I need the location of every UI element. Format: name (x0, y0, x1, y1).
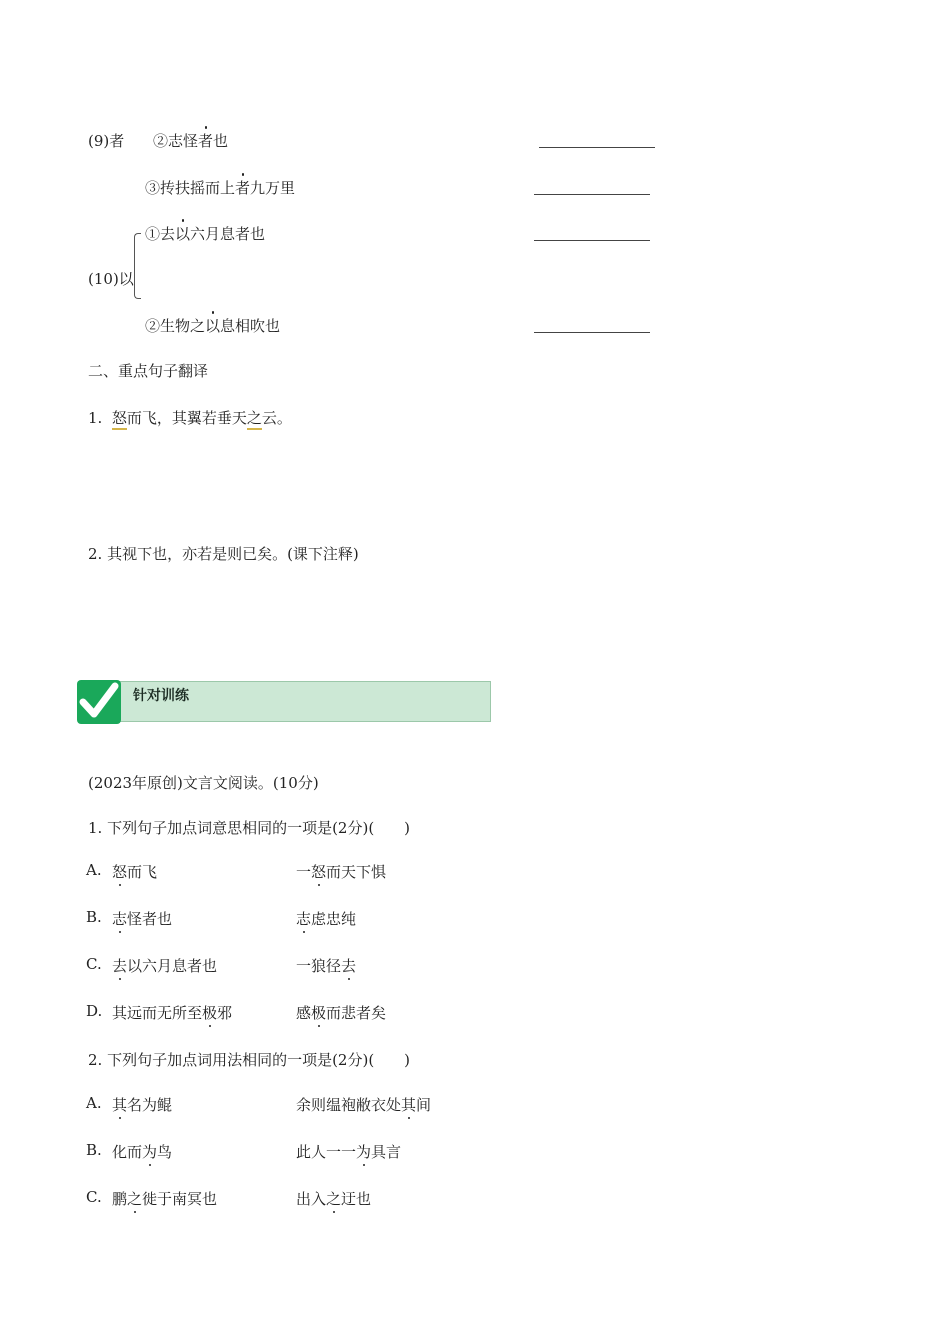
text: 出入 (296, 1190, 327, 1208)
dotted-char: 去 (112, 957, 128, 975)
text: 而悲者矣 (326, 1004, 387, 1022)
text: ②生物之 (145, 317, 206, 335)
item-9-label: (9)者 (88, 132, 125, 150)
text: 余则缊袍敝衣处 (296, 1096, 402, 1114)
text: 感 (296, 1004, 312, 1022)
text: 息相吹也 (220, 317, 281, 335)
question-number: 1. (88, 409, 103, 427)
text: 九万里 (250, 179, 296, 197)
option-letter[interactable]: A. (86, 861, 102, 879)
answer-blank[interactable] (534, 332, 650, 333)
text: 六月息者也 (190, 225, 266, 243)
option-letter[interactable]: A. (86, 1094, 102, 1112)
option-right-sentence (296, 1002, 386, 1023)
text: ①去 (145, 225, 176, 243)
check-icon (77, 680, 121, 724)
dotted-char: 极 (202, 1004, 218, 1022)
option-right-sentence (296, 955, 356, 976)
option-right-sentence (296, 1141, 401, 1162)
text: 而飞 (127, 863, 158, 881)
dotted-char: 之 (326, 1190, 342, 1208)
text: 而飞，其翼若垂天 (126, 409, 247, 427)
marked-char: 怒 (111, 409, 127, 427)
dotted-char: 去 (341, 957, 357, 975)
text: 虑忠纯 (311, 910, 357, 928)
dotted-char: 为 (356, 1143, 372, 1161)
text: 一 (296, 863, 312, 881)
text: 以六月息者也 (127, 957, 218, 975)
option-right-sentence (296, 908, 356, 929)
text: ③抟扶摇而上 (145, 179, 236, 197)
text: 也 (213, 132, 229, 150)
answer-blank[interactable] (534, 240, 650, 241)
answer-blank[interactable] (534, 194, 650, 195)
option-right-sentence (296, 1094, 431, 1115)
dotted-char: 者 (198, 132, 214, 150)
item-10-sentence-2 (145, 315, 280, 336)
text: 间 (416, 1096, 432, 1114)
option-letter[interactable]: B. (86, 1141, 102, 1159)
text: 云。 (261, 409, 292, 427)
option-right-sentence (296, 1188, 371, 1209)
option-letter[interactable]: B. (86, 908, 102, 926)
question-2: 2. 下列句子加点词用法相同的一项是(2分)( ) (88, 1051, 411, 1069)
text: 怪者也 (127, 910, 173, 928)
option-left-sentence (112, 908, 172, 929)
item-9-sentence-3 (145, 177, 295, 198)
option-letter[interactable]: C. (86, 955, 102, 973)
dotted-char: 志 (296, 910, 312, 928)
text: 名为鲲 (127, 1096, 173, 1114)
section-heading: 二、重点句子翻译 (88, 362, 209, 380)
dotted-char: 其 (401, 1096, 417, 1114)
option-letter[interactable]: D. (86, 1002, 103, 1020)
option-left-sentence (112, 1002, 232, 1023)
dotted-char: 之 (127, 1190, 143, 1208)
dotted-char: 以 (205, 317, 221, 335)
item-10-label: (10)以 (88, 270, 134, 288)
dotted-char: 志 (112, 910, 128, 928)
option-left-sentence (112, 955, 217, 976)
text: 化而 (112, 1143, 143, 1161)
dotted-char: 怒 (112, 863, 128, 881)
translation-q1 (88, 407, 292, 428)
text: ②志怪 (153, 132, 199, 150)
item-9-sentence-2 (153, 130, 228, 151)
text: 而天下惧 (326, 863, 387, 881)
text: 邪 (217, 1004, 233, 1022)
option-letter[interactable]: C. (86, 1188, 102, 1206)
text: 鹏 (112, 1190, 128, 1208)
dotted-char: 其 (112, 1096, 128, 1114)
text: 此人一一 (296, 1143, 357, 1161)
item-10-sentence-1 (145, 223, 265, 244)
text: 徙于南冥也 (142, 1190, 218, 1208)
option-left-sentence (112, 1188, 217, 1209)
text: 一狼径 (296, 957, 342, 975)
dotted-char: 者 (235, 179, 251, 197)
option-left-sentence (112, 861, 157, 882)
dotted-char: 以 (175, 225, 191, 243)
translation-q2: 2. 其视下也，亦若是则已矣。(课下注释) (88, 545, 359, 563)
option-left-sentence (112, 1094, 172, 1115)
dotted-char: 极 (311, 1004, 327, 1022)
answer-blank[interactable] (539, 147, 655, 148)
option-left-sentence (112, 1141, 172, 1162)
marked-char: 之 (246, 409, 262, 427)
text: 其远而无所至 (112, 1004, 203, 1022)
text: 鸟 (157, 1143, 173, 1161)
brace (134, 233, 141, 299)
text: 具言 (371, 1143, 402, 1161)
banner-title: 针对训练 (133, 688, 189, 704)
text: 迂也 (341, 1190, 372, 1208)
dotted-char: 为 (142, 1143, 158, 1161)
exercise-intro: (2023年原创)文言文阅读。(10分) (88, 774, 319, 792)
dotted-char: 怒 (311, 863, 327, 881)
option-right-sentence (296, 861, 386, 882)
question-1: 1. 下列句子加点词意思相同的一项是(2分)( ) (88, 819, 411, 837)
